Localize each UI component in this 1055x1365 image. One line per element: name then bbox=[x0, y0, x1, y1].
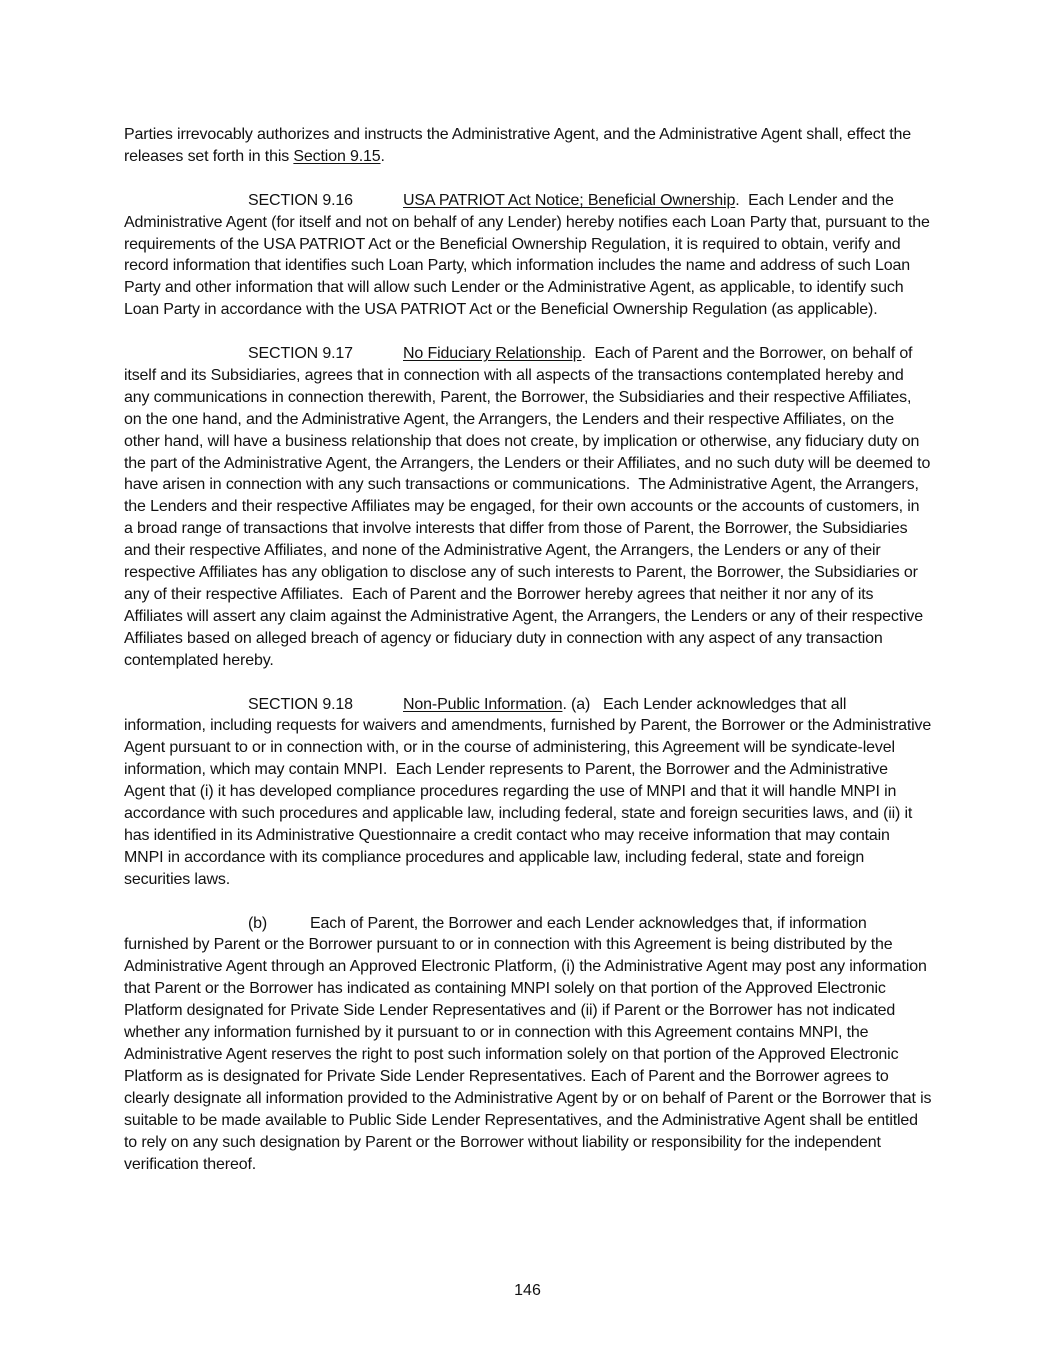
heading-period: . bbox=[735, 191, 740, 209]
section-number: SECTION 9.18 bbox=[248, 695, 353, 713]
section-9-16-paragraph bbox=[124, 190, 935, 321]
document-page bbox=[124, 124, 935, 1175]
section-heading: Non-Public Information bbox=[403, 695, 563, 713]
heading-period: . bbox=[581, 345, 586, 363]
section-number: SECTION 9.16 bbox=[248, 191, 353, 209]
subparagraph-body: Each of Parent, the Borrower and each Lender acknowledges that, if information furnished by Parent or the Borrower pursuant to or in connection with this Agreement is being distributed by the Administrative Agent through an Approved Electronic Platform, (i) the Administrative Agent may post any information that Parent or the Borrower has indicated as containing MNPI solely on that portion of the Approved Electronic Platform designated for Private Side Lender Representatives and (ii) if Parent or the Borrower has not indicated whether any information furnished by it pursuant to or in connection with this Agreement contains MNPI, the Administrative Agent reserves the right to post such information solely on that portion of the Approved Electronic Platform as is designated for Private Side Lender Representatives. Each of Parent and the Borrower agrees to clearly designate all information provided to the Administrative Agent by or on behalf of Parent or the Borrower that is suitable to be made available to Public Side Lender Representatives, and the Administrative Agent shall be entitled to rely on any such designation by Parent or the Borrower without liability or responsibility for the independent verification thereof. bbox=[124, 914, 932, 1173]
section-heading: USA PATRIOT Act Notice; Beneficial Ownership bbox=[403, 191, 736, 209]
intro-paragraph bbox=[124, 124, 932, 168]
section-reference: Section 9.15 bbox=[293, 147, 381, 165]
section-body: (a) Each Lender acknowledges that all information, including requests for waivers and amendments, furnished by Parent, the Borrower or the Administrative Agent pursuant to or in connection with, or in the course of administering, this Agreement will be syndicate-level information, which may contain MNPI. Each Lender represents to Parent, the Borrower and the Administrative Agent that (i) it has developed compliance procedures regarding the use of MNPI and that it will handle MNPI in accordance with such procedures and applicable law, including federal, state and foreign securities laws, and (ii) it has identified in its Administrative Questionnaire a credit contact who may receive information that may contain MNPI in accordance with its compliance procedures and applicable law, including federal, state and foreign securities laws. bbox=[124, 695, 935, 888]
section-heading: No Fiduciary Relationship bbox=[403, 345, 582, 363]
page-number: 146 bbox=[514, 1282, 541, 1299]
subparagraph-label: (b) bbox=[248, 914, 268, 932]
subparagraph-b bbox=[124, 913, 932, 1176]
section-body: Each of Parent and the Borrower, on behalf of itself and its Subsidiaries, agrees that in connection with all aspects of the transactions contemplated hereby and any communications in connection therewith, Parent, the Borrower, the Subsidiaries and their respective Affiliates, on the one hand, and the Administrative Agent, the Arrangers, the Lenders and their respective Affiliates, on the other hand, will have a business relationship that does not create, by implication or otherwise, any fiduciary duty on the part of the Administrative Agent, the Arrangers, the Lenders or their Affiliates, and no such duty will be deemed to have arisen in connection with any such transactions or communications. The Administrative Agent, the Arrangers, the Lenders and their respective Affiliates may be engaged, for their own accounts or the accounts of customers, in a broad range of transactions that involve interests that differ from those of Parent, the Borrower, the Subsidiaries and their respective Affiliates, and none of the Administrative Agent, the Arrangers, the Lenders or any of their respective Affiliates has any obligation to disclose any of such interests to Parent, the Borrower, the Subsidiaries or any of their respective Affiliates. Each of Parent and the Borrower hereby agrees that neither it nor any of its Affiliates will assert any claim against the Administrative Agent, the Arrangers, the Lenders or any of their respective Affiliates based on alleged breach of agency or fiduciary duty in connection with any aspect of any transaction contemplated hereby. bbox=[124, 345, 935, 669]
section-body: Each Lender and the Administrative Agent (for itself and not on behalf of any Lender) hereby notifies each Loan Party that, pursuant to the requirements of the USA PATRIOT Act or the Beneficial Ownership Regulation, it is required to obtain, verify and record information that identifies such Loan Party, which information includes the name and address of such Loan Party and other information that will allow such Lender or the Administrative Agent, as applicable, to identify such Loan Party in accordance with the USA PATRIOT Act or the Beneficial Ownership Regulation (as applicable). bbox=[124, 191, 935, 319]
section-9-17-paragraph bbox=[124, 343, 935, 672]
intro-text: Parties irrevocably authorizes and instructs the Administrative Agent, and the Administrative Agent shall, effect the releases set forth in this bbox=[124, 126, 912, 165]
section-9-18-paragraph bbox=[124, 694, 935, 891]
intro-text-end: . bbox=[380, 147, 385, 165]
heading-period: . bbox=[562, 695, 567, 713]
section-number: SECTION 9.17 bbox=[248, 345, 353, 363]
